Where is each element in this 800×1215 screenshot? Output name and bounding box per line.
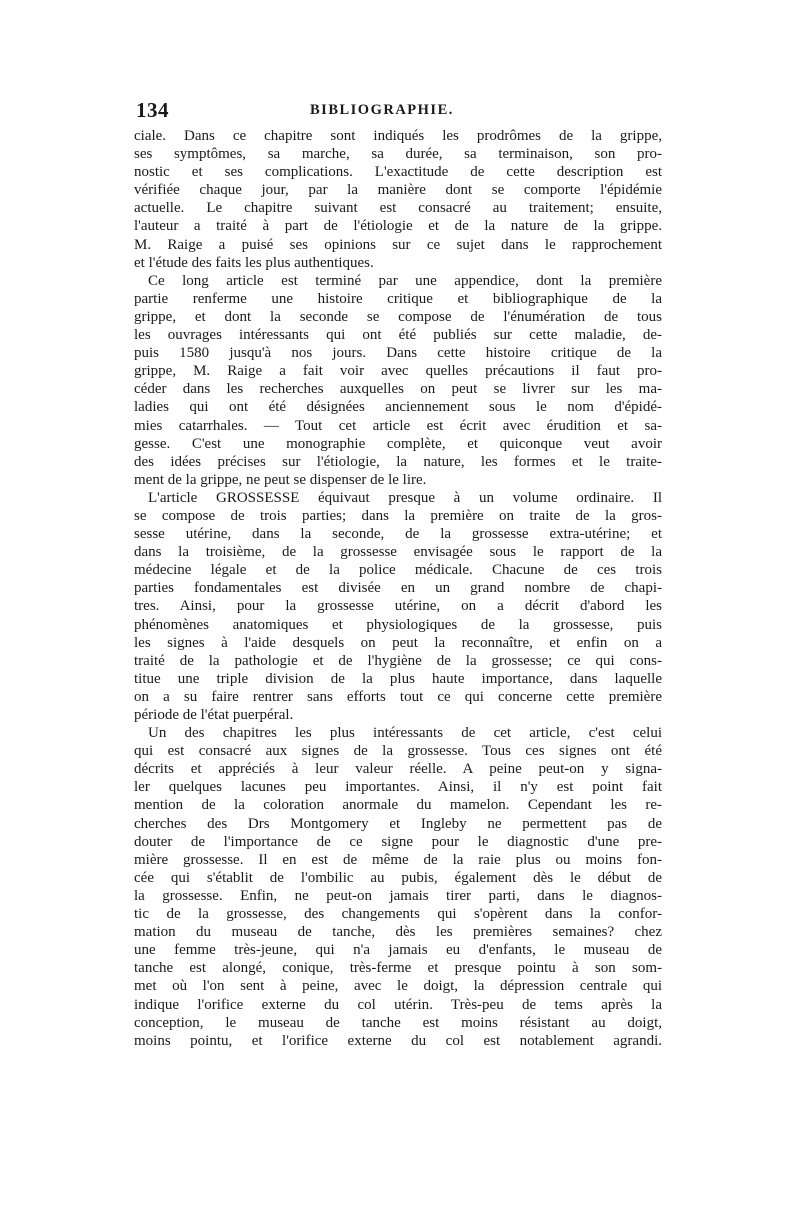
text-line: grippe, et dont la seconde se compose de l'énumération de tous (134, 308, 662, 325)
text-line: mière grossesse. Il en est de même de la raie plus ou moins fon- (134, 851, 662, 868)
text-line: puis 1580 jusqu'à nos jours. Dans cette histoire critique de la (134, 345, 662, 362)
text-line: mention de la coloration anormale du mamelon. Cependant les re- (134, 797, 662, 814)
text-line: actuelle. Le chapitre suivant est consacré au traitement; ensuite, (134, 200, 662, 217)
text-line: phénomènes anatomiques et physiologiques de la grossesse, puis (134, 616, 662, 633)
text-line: on a su faire rentrer sans efforts tout ce qui concerne cette première (134, 688, 662, 705)
text-line: qui est consacré aux signes de la grossesse. Tous ces signes ont été (134, 743, 662, 760)
text-line: partie renferme une histoire critique et bibliographique de la (134, 290, 662, 307)
text-line: Un des chapitres les plus intéressants de cet article, c'est celui (148, 725, 662, 742)
text-line: ses symptômes, sa marche, sa durée, sa terminaison, son pro- (134, 146, 662, 163)
text-line: traité de la pathologie et de l'hygiène de la grossesse; ce qui cons- (134, 652, 662, 669)
text-line: décrits et appréciés à leur valeur réelle. A peine peut-on y signa- (134, 761, 662, 778)
text-line: sesse utérine, dans la seconde, de la grossesse extra-utérine; et (134, 526, 662, 543)
text-line: moins pointu, et l'orifice externe du col est notablement agrandi. (134, 1032, 662, 1049)
text-line: Ce long article est terminé par une appendice, dont la première (148, 272, 662, 289)
text-line: les signes à l'aide desquels on peut la reconnaître, et enfin on a (134, 634, 662, 651)
running-title: BIBLIOGRAPHIE. (310, 102, 454, 118)
text-line: ladies qui ont été désignées anciennement sous le nom d'épidé- (134, 399, 662, 416)
text-line: une femme très-jeune, qui n'a jamais eu d'enfants, le museau de (134, 942, 662, 959)
text-line: conception, le museau de tanche est moins résistant au doigt, (134, 1014, 662, 1031)
text-line: et l'étude des faits les plus authentiques. (134, 254, 374, 271)
text-line: mies catarrhales. — Tout cet article est écrit avec érudition et sa- (134, 417, 662, 434)
text-line: indique l'orifice externe du col utérin. Très-peu de tems après la (134, 996, 662, 1013)
text-line: la grossesse. Enfin, ne peut-on jamais tirer parti, dans le diagnos- (134, 887, 662, 904)
text-line: L'article GROSSESSE équivaut presque à un volume ordinaire. Il (148, 489, 662, 506)
text-line: parties fondamentales est divisée en un grand nombre de chapi- (134, 580, 662, 597)
text-line: médecine légale et de la police médicale. Chacune de ces trois (134, 562, 662, 579)
text-line: ment de la grippe, ne peut se dispenser de le lire. (134, 471, 427, 488)
text-line: dans la troisième, de la grossesse envisagée sous le rapport de la (134, 544, 662, 561)
text-line: grippe, M. Raige a fait voir avec quelles précautions il faut pro- (134, 363, 662, 380)
text-line: ciale. Dans ce chapitre sont indiqués les prodrômes de la grippe, (134, 128, 662, 144)
text-line: titue une triple division de la plus haute importance, dans laquelle (134, 670, 662, 687)
text-line: tic de la grossesse, des changements qui s'opèrent dans la confor- (134, 906, 662, 923)
text-line: tres. Ainsi, pour la grossesse utérine, on a décrit d'abord les (134, 598, 662, 615)
text-line: vérifiée chaque jour, par la manière dont se comporte l'épidémie (134, 182, 662, 199)
page-header (136, 98, 664, 128)
text-line: M. Raige a puisé ses opinions sur ce sujet dans le rapprochement (134, 236, 662, 253)
text-line: des idées précises sur l'étiologie, la nature, les formes et le traite- (134, 453, 662, 470)
text-line: les ouvrages intéressants qui ont été publiés sur cette maladie, de- (134, 327, 662, 344)
text-line: cée qui s'établit de l'ombilic au pubis, également dès le début de (134, 869, 662, 886)
text-line: l'auteur a traité à part de l'étiologie et de la nature de la grippe. (134, 218, 662, 235)
text-line: céder dans les recherches auxquelles on peut se livrer sur les ma- (134, 381, 662, 398)
text-line: ler quelques lacunes peu importantes. Ainsi, il n'y est point fait (134, 779, 662, 796)
text-line: mation du museau de tanche, dès les premières semaines? chez (134, 924, 662, 941)
text-line: période de l'état puerpéral. (134, 707, 294, 723)
text-line: douter de l'importance de ce signe pour le diagnostic d'une pre- (134, 833, 662, 850)
page-number: 134 (136, 98, 169, 122)
text-line: cherches des Drs Montgomery et Ingleby ne permettent pas de (134, 815, 662, 832)
body-text (134, 127, 662, 1050)
text-line: se compose de trois parties; dans la première on traite de la gros- (134, 507, 662, 524)
text-line: nostic et ses complications. L'exactitude de cette description est (134, 164, 662, 181)
text-line: met où l'on sent à peine, avec le doigt, la dépression centrale qui (134, 978, 662, 995)
text-line: tanche est alongé, conique, très-ferme et presque pointu à son som- (134, 960, 662, 977)
text-line: gesse. C'est une monographie complète, et quiconque veut avoir (134, 435, 662, 452)
